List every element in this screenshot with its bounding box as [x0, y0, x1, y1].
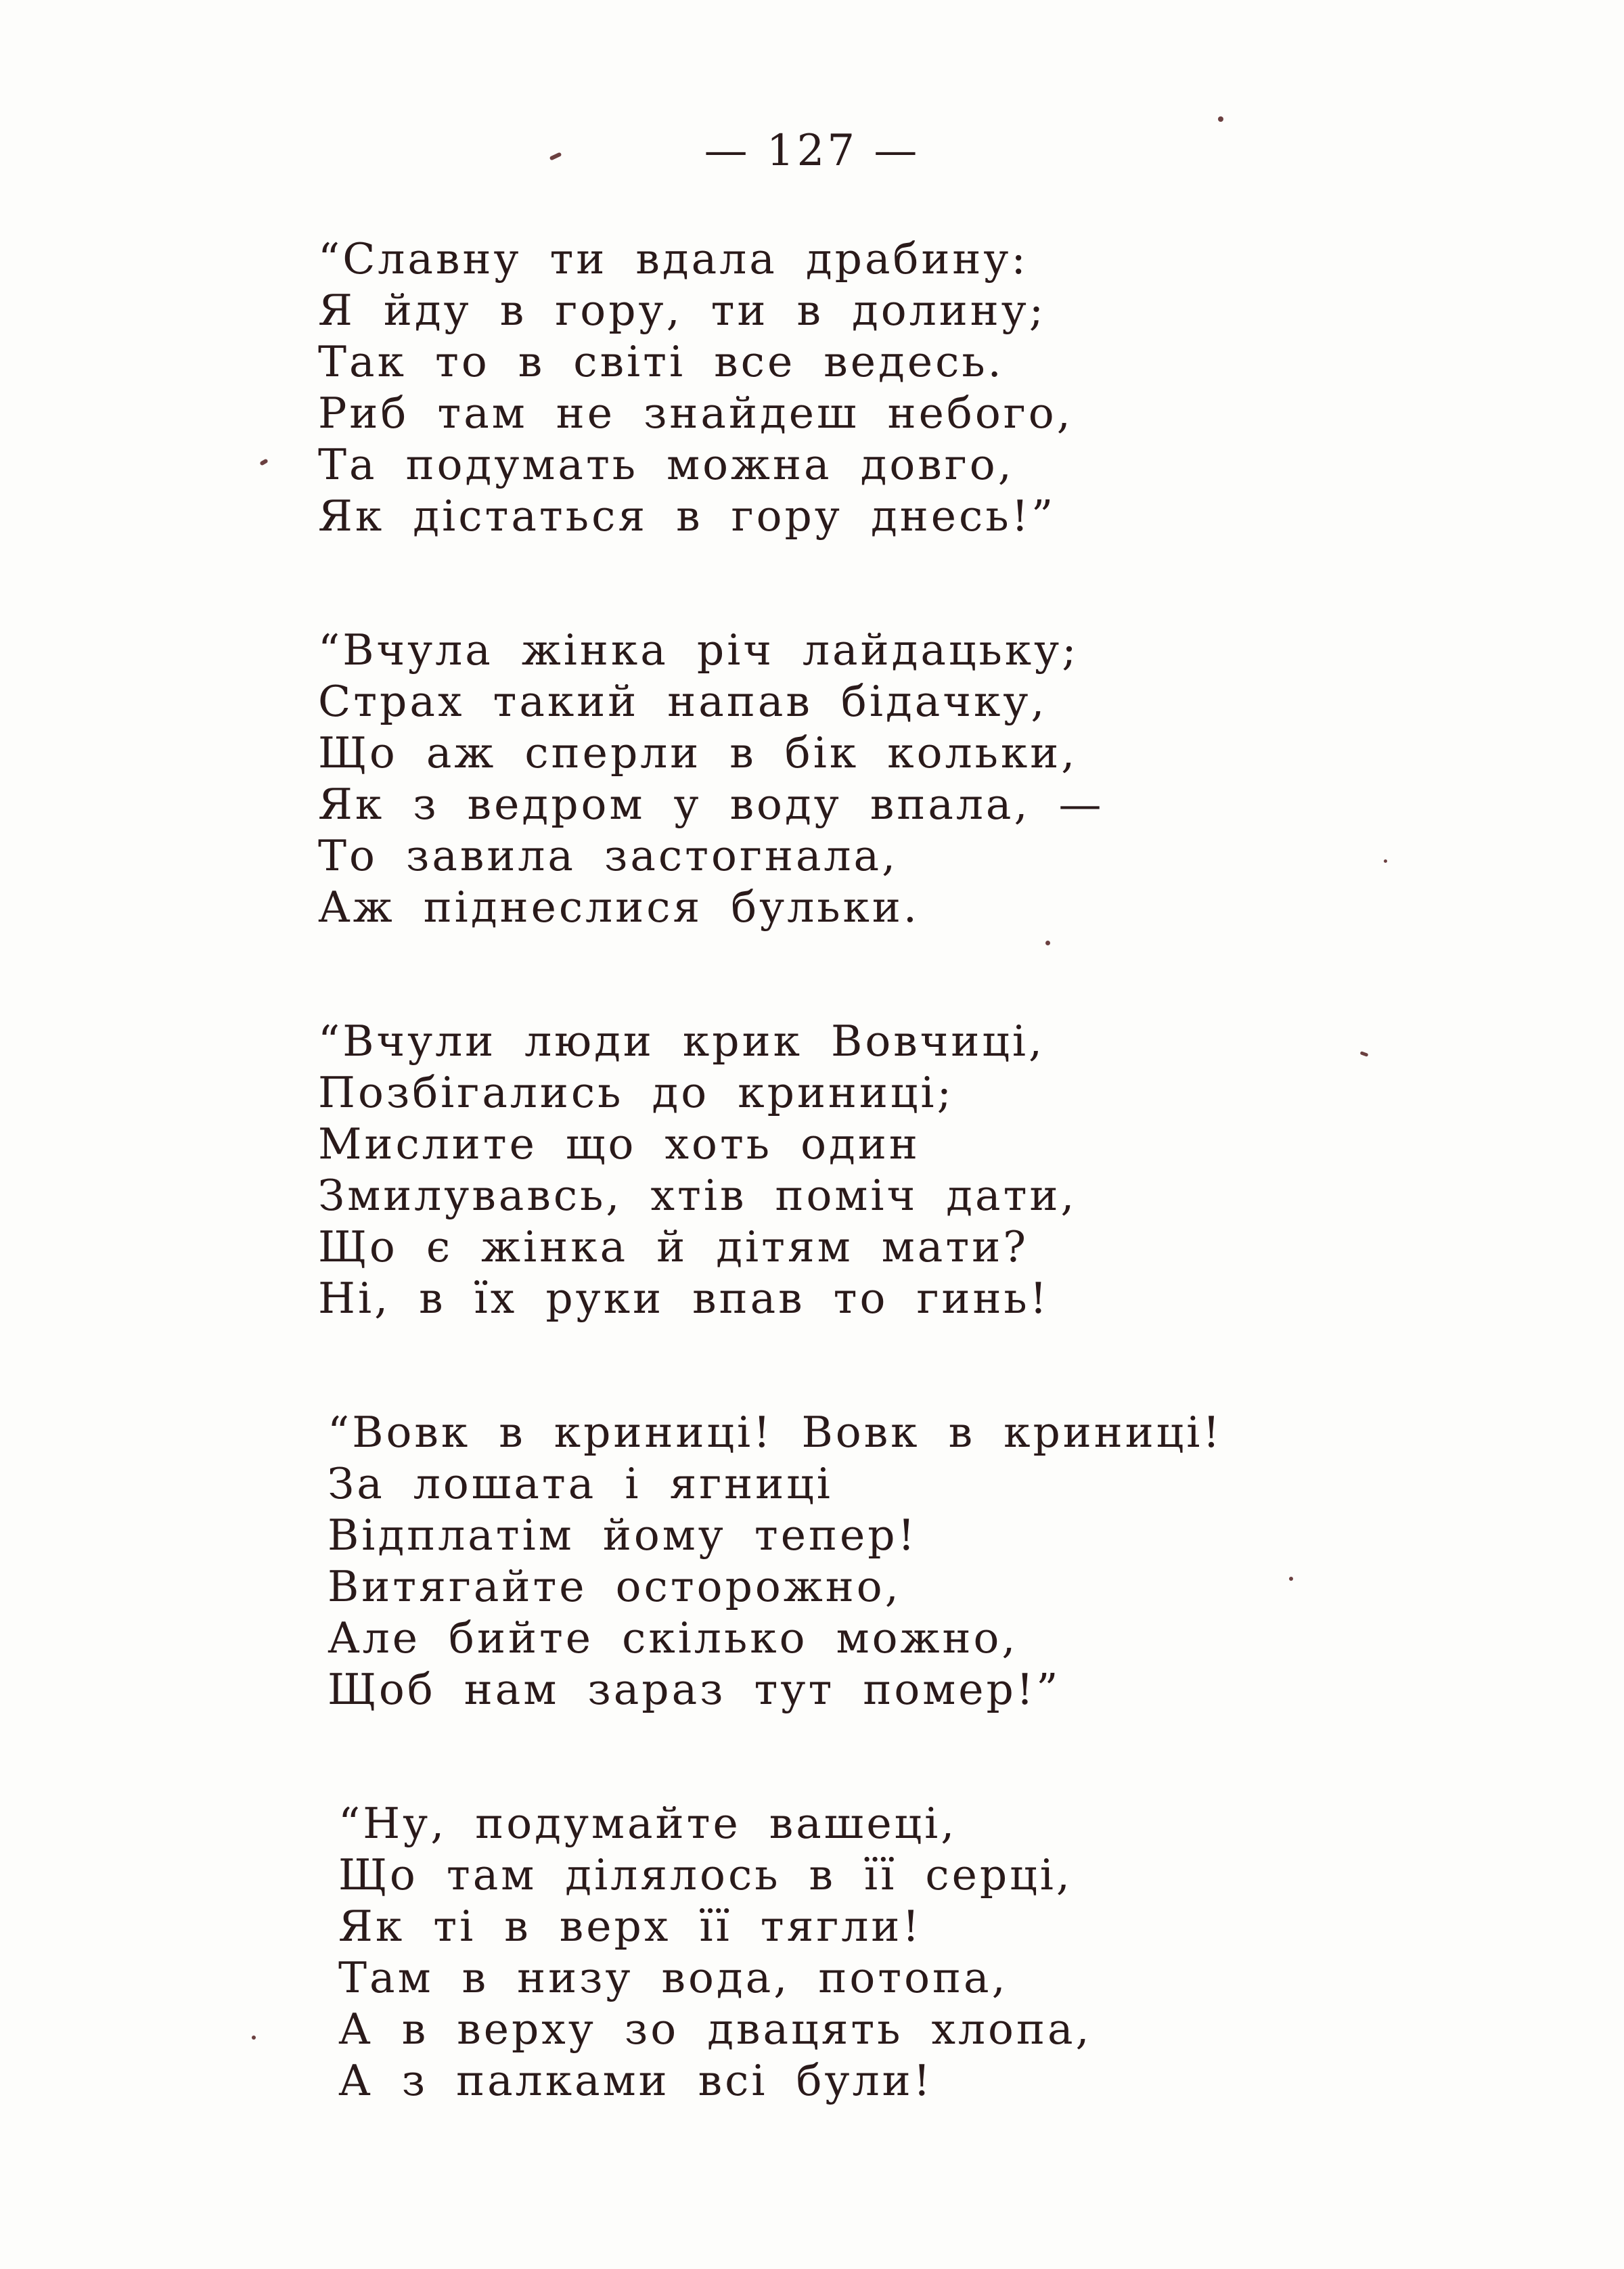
poem-line: Що там ділялось в її серці,: [338, 1850, 1073, 1900]
poem-line: Позбігались до криниці;: [318, 1068, 954, 1117]
poem-line: Там в низу вода, потопа,: [338, 1953, 1008, 2002]
stanza-5: [318, 1798, 1570, 2107]
poem-line: Я йду в гору, ти в долину;: [318, 286, 1047, 335]
poem-line: А з палками всі були!: [338, 2056, 933, 2105]
scan-speck: [1045, 941, 1050, 945]
poem-line: Та подумать можна довго,: [318, 440, 1014, 489]
poem-line: Відплатім йому тепер!: [328, 1510, 918, 1560]
poem: [318, 233, 1570, 2189]
poem-line: Що є жінка й дітям мати?: [318, 1222, 1029, 1272]
scan-speck: [1218, 116, 1223, 122]
poem-line: “Вчула жінка річ лайдацьку;: [318, 625, 1079, 675]
poem-line: Але бийте скілько можно,: [328, 1613, 1018, 1663]
poem-line: Витягайте осторожно,: [328, 1562, 901, 1611]
poem-line: Як ті в верх її тягли!: [338, 1902, 922, 1951]
poem-line: Змилувавсь, хтів поміч дати,: [318, 1171, 1077, 1220]
poem-line: То завила застогнала,: [318, 831, 899, 880]
scan-speck: [259, 458, 268, 466]
poem-line: “Вовк в криниці! Вовк в криниці!: [328, 1408, 1223, 1457]
poem-line: Риб там не знайдеш небого,: [318, 388, 1073, 438]
scan-speck: [252, 2036, 256, 2040]
stanza-1: [318, 233, 1570, 542]
poem-line: А в верху зо двацять хлопа,: [338, 2004, 1092, 2054]
poem-line: “Ну, подумайте вашеці,: [338, 1799, 957, 1848]
page-number: — 127 —: [704, 126, 920, 176]
stanza-3: [318, 1016, 1570, 1324]
poem-line: Ні, в їх руки впав то гинь!: [318, 1274, 1050, 1323]
poem-line: Як з ведром у воду впала, —: [318, 780, 1104, 829]
scan-speck: [1289, 1577, 1293, 1581]
poem-line: Як дістаться в гору днесь!”: [318, 491, 1056, 541]
scan-speck: [1384, 859, 1387, 863]
poem-line: Мислите що хоть один: [318, 1119, 920, 1169]
stanza-2: [318, 625, 1570, 933]
poem-line: За лошата і ягниці: [328, 1459, 833, 1508]
poem-line: Що аж сперли в бік кольки,: [318, 728, 1078, 778]
poem-line: Страх такий напав бідачку,: [318, 677, 1047, 726]
stanza-4: [318, 1407, 1570, 1715]
poem-line: “Вчули люди крик Вовчиці,: [318, 1016, 1045, 1066]
poem-line: Так то в світі все ведесь.: [318, 337, 1004, 386]
poem-line: Щоб нам зараз тут помер!”: [328, 1665, 1061, 1714]
poem-line: Аж піднеслися бульки.: [318, 882, 920, 932]
poem-line: “Славну ти вдала драбину:: [318, 234, 1029, 284]
